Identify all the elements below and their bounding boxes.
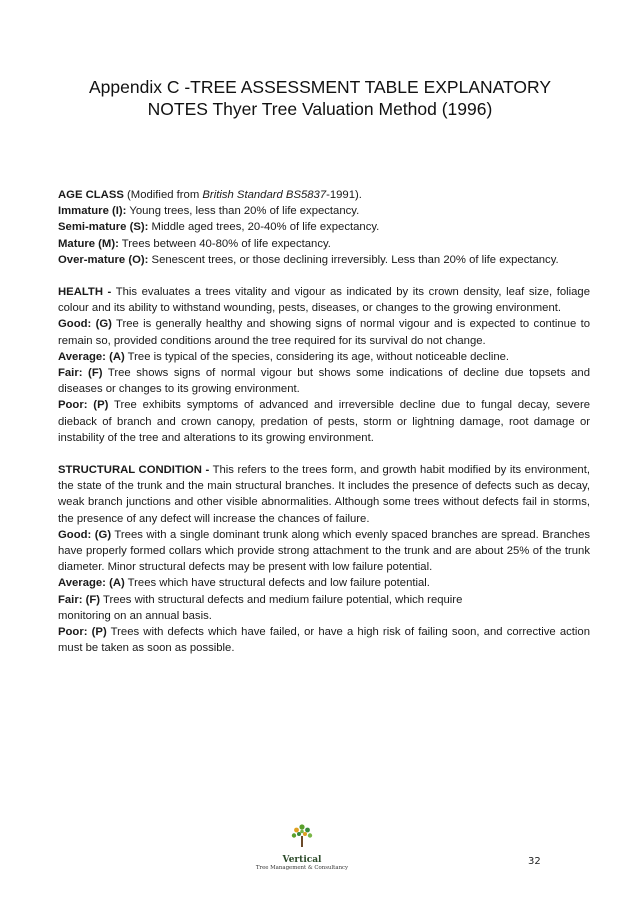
structural-intro-text: This refers to the trees form, and growth habit modified by its environment, the state of the trunk and the main structural branches. It includes the presence of defects such as decay, weak branch junctions and other visible abnormalities. Although some trees without defects fail in storms, the presence of any defect will increase the chances of failure.: [58, 464, 590, 525]
age-class-intro-end: -1991).: [326, 189, 362, 201]
age-class-desc: Trees between 40-80% of life expectancy.: [118, 237, 331, 250]
health-section: [58, 284, 590, 446]
page-number: 32: [528, 856, 541, 867]
age-class-term: Mature (M):: [58, 237, 119, 250]
structural-term: Fair: (F): [58, 593, 101, 606]
age-class-desc: Young trees, less than 20% of life expectancy.: [126, 205, 360, 218]
structural-term: Average: (A): [58, 577, 125, 590]
health-item: [58, 397, 590, 446]
age-class-heading: AGE CLASS: [58, 189, 124, 201]
health-term: Poor: (P): [58, 399, 109, 412]
structural-item: [58, 575, 590, 591]
structural-item: [58, 624, 590, 656]
company-logo: [254, 823, 350, 871]
age-class-desc: Middle aged trees, 20-40% of life expectancy.: [148, 221, 380, 234]
structural-desc-cont: monitoring on an annual basis.: [58, 609, 212, 622]
age-class-intro-text: (Modified from: [123, 189, 203, 201]
structural-desc: Trees which have structural defects and low failure potential.: [124, 577, 430, 590]
title-line-1: Appendix C -TREE ASSESSMENT TABLE EXPLANATORY: [89, 77, 551, 97]
tree-icon: [290, 823, 314, 849]
document-body: [58, 187, 590, 656]
health-desc: Tree is generally healthy and showing signs of normal vigour and is expected to continue to remain so, provided conditions around the tree required for its survival do not change.: [58, 318, 591, 347]
age-class-section: [58, 187, 590, 268]
structural-heading: STRUCTURAL CONDITION -: [58, 464, 210, 477]
health-heading: HEALTH -: [58, 286, 112, 299]
structural-desc: Trees with structural defects and medium failure potential, which require: [100, 593, 463, 606]
health-intro-text: This evaluates a trees vitality and vigour as indicated by its crown density, leaf size, foliage colour and its ability to withstand wounding, pests, diseases, or changes to the growing environment.: [58, 286, 590, 315]
structural-intro: [58, 462, 590, 527]
age-class-term: Semi-mature (S):: [58, 221, 149, 234]
health-desc: Tree is typical of the species, considering its age, without noticeable decline.: [124, 350, 510, 363]
structural-desc: Trees with defects which have failed, or have a high risk of failing soon, and corrective action must be taken as soon as possible.: [58, 626, 590, 655]
logo-subtitle: Tree Management & Consultancy: [255, 865, 349, 871]
logo-name: Vertical: [282, 855, 322, 865]
age-class-desc: Senescent trees, or those declining irreversibly. Less than 20% of life expectancy.: [148, 253, 559, 266]
health-term: Fair: (F): [58, 367, 103, 380]
structural-desc: Trees with a single dominant trunk along which evenly spaced branches are spread. Branches have properly formed collars which provide strong attachment to the trunk and are about 25% of the trunk diameter. Minor structural defects may be present with low failure potential.: [58, 528, 591, 574]
age-class-standard: British Standard BS5837: [202, 189, 327, 201]
age-class-item: [58, 252, 590, 268]
health-intro: [58, 284, 590, 316]
health-item: [58, 349, 590, 365]
health-item: [58, 316, 590, 348]
structural-item: [58, 527, 590, 576]
structural-item: [58, 592, 590, 624]
age-class-item: [58, 203, 590, 219]
health-desc: Tree exhibits symptoms of advanced and irreversible decline due to fungal decay, severe dieback of branch and crown canopy, predation of pests, storm or lightning damage, root damage or instability of the tree and alterations to its growing environment.: [58, 399, 590, 444]
health-term: Good: (G): [58, 318, 112, 331]
structural-term: Good: (G): [58, 528, 112, 541]
structural-term: Poor: (P): [58, 626, 107, 639]
age-class-term: Immature (I):: [58, 205, 127, 218]
age-class-item: [58, 219, 590, 235]
health-item: [58, 365, 590, 397]
age-class-term: Over-mature (O):: [58, 253, 149, 266]
age-class-intro: [58, 187, 590, 203]
age-class-item: [58, 236, 590, 252]
page-title: [40, 76, 600, 120]
health-term: Average: (A): [58, 350, 125, 363]
structural-section: [58, 462, 590, 656]
health-desc: Tree shows signs of normal vigour but shows some indications of decline due topsets and diseases or changes to its growing environment.: [58, 367, 591, 396]
title-line-2: NOTES Thyer Tree Valuation Method (1996): [147, 99, 493, 119]
